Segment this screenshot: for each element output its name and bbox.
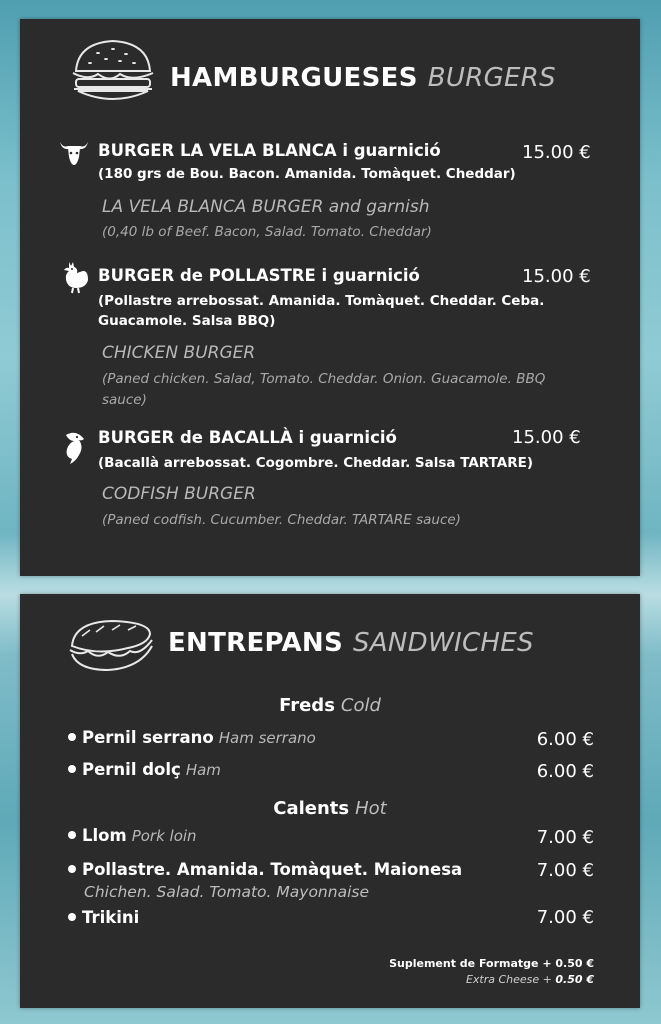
sandwich-name-en: Ham	[185, 761, 221, 779]
sandwich-llom-price: 7.00 €	[536, 827, 594, 848]
sandwiches-title-en: SANDWICHES	[353, 628, 534, 658]
sandwich-name-ca: Llom	[82, 826, 127, 845]
burger-bacalla-price: 15.00 €	[512, 427, 581, 448]
burger-pollastre-desc: (Pollastre arrebossat. Amanida. Tomàquet. Cheddar. Ceba. Guacamole. Salsa BBQ)	[98, 293, 545, 329]
sandwich-name-ca: Pernil serrano	[82, 728, 214, 747]
sandwich-pernil-serrano-price: 6.00 €	[536, 729, 594, 750]
bullet-icon	[68, 831, 76, 839]
cold-subtitle	[20, 695, 640, 716]
sandwiches-section-title	[168, 628, 534, 658]
sandwich-pernil-serrano	[68, 728, 316, 747]
burger-bacalla-name-en: CODFISH BURGER	[102, 484, 256, 504]
cheese-supplement-en-price: 0.50 €	[555, 973, 594, 986]
burgers-panel	[20, 19, 640, 576]
burgers-title-ca: HAMBURGUESES	[170, 63, 418, 93]
cheese-supplement-en	[466, 973, 594, 986]
sandwich-name-ca: Pollastre. Amanida. Tomàquet. Maionesa	[82, 860, 463, 879]
fish-icon	[62, 431, 88, 465]
burger-vela-blanca-name: BURGER LA VELA BLANCA i guarnició	[98, 141, 441, 160]
sandwich-name-ca: Trikini	[82, 908, 140, 927]
sandwiches-panel	[20, 594, 640, 1008]
hot-subtitle	[20, 798, 640, 819]
burger-bacalla-desc: (Bacallà arrebossat. Cogombre. Cheddar. Salsa TARTARE)	[98, 455, 533, 471]
burgers-title-en: BURGERS	[427, 63, 556, 93]
bullet-icon	[68, 913, 76, 921]
burger-vela-blanca-price: 15.00 €	[522, 142, 591, 163]
burger-vela-blanca-name-en: LA VELA BLANCA BURGER and garnish	[102, 197, 430, 217]
sandwich-name-ca: Pernil dolç	[82, 760, 181, 779]
bullet-icon	[68, 733, 76, 741]
bullet-icon	[68, 765, 76, 773]
bull-head-icon	[58, 140, 90, 166]
cold-title-en: Cold	[340, 695, 381, 716]
bullet-icon	[68, 865, 76, 873]
burger-pollastre-name: BURGER de POLLASTRE i guarnició	[98, 266, 420, 285]
sandwich-name-en: Pork loin	[131, 827, 197, 845]
cheese-supplement-ca: Suplement de Formatge + 0.50 €	[389, 957, 594, 970]
cold-title-ca: Freds	[279, 695, 335, 716]
burger-pollastre-name-en: CHICKEN BURGER	[102, 343, 256, 363]
sandwich-name-en: Ham serrano	[218, 729, 316, 747]
sandwich-pernil-dolc-price: 6.00 €	[536, 761, 594, 782]
sandwich-pollastre-price: 7.00 €	[536, 860, 594, 881]
chicken-icon	[60, 260, 90, 294]
sandwich-pollastre	[68, 860, 462, 879]
burger-bacalla-desc-en: (Paned codfish. Cucumber. Cheddar. TARTARE sauce)	[102, 512, 461, 528]
hot-title-ca: Calents	[273, 798, 350, 819]
sandwich-pernil-dolc	[68, 760, 221, 779]
burger-vela-blanca-desc: (180 grs de Bou. Bacon. Amanida. Tomàquet. Cheddar)	[98, 166, 516, 182]
burger-illustration-icon	[68, 37, 158, 107]
sandwich-llom	[68, 826, 197, 845]
burger-bacalla-name: BURGER de BACALLÀ i guarnició	[98, 428, 397, 447]
sandwich-trikini-price: 7.00 €	[536, 907, 594, 928]
burger-vela-blanca-desc-en: (0,40 lb of Beef. Bacon, Salad. Tomato. Cheddar)	[102, 224, 432, 240]
hot-title-en: Hot	[355, 798, 387, 819]
sandwiches-title-ca: ENTREPANS	[168, 628, 344, 658]
sandwich-illustration-icon	[68, 616, 154, 676]
cheese-supplement-en-label: Extra Cheese +	[465, 973, 552, 986]
sandwich-trikini	[68, 908, 139, 927]
burger-pollastre-desc-en: (Paned chicken. Salad, Tomato. Cheddar. Onion. Guacamole. BBQ sauce)	[102, 371, 546, 408]
sandwich-pollastre-name-en: Chichen. Salad. Tomato. Mayonnaise	[84, 883, 369, 901]
burger-pollastre-price: 15.00 €	[522, 266, 591, 287]
burgers-section-title	[170, 63, 556, 93]
